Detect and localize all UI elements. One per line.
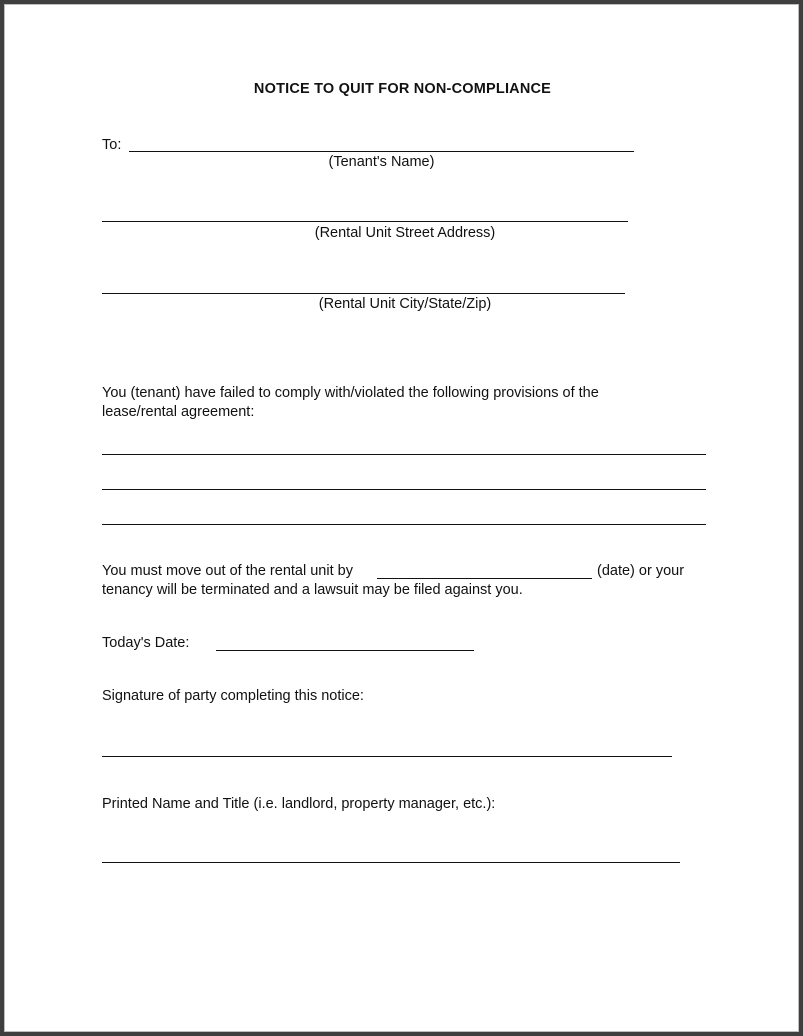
printed-name-line[interactable] (102, 862, 680, 863)
city-state-zip-caption: (Rental Unit City/State/Zip) (318, 296, 492, 312)
document-title: NOTICE TO QUIT FOR NON-COMPLIANCE (253, 81, 552, 97)
street-address-caption: (Rental Unit Street Address) (314, 225, 496, 241)
printed-name-label: Printed Name and Title (i.e. landlord, property manager, etc.): (102, 796, 496, 812)
violation-text-line1: You (tenant) have failed to comply with/violated the following provisions of the (102, 385, 599, 401)
signature-label: Signature of party completing this notice: (102, 688, 364, 704)
violation-text-line2: lease/rental agreement: (102, 404, 255, 420)
to-label: To: (102, 137, 122, 153)
city-state-zip-line[interactable] (102, 293, 625, 294)
move-out-text-part2: (date) or your (597, 563, 685, 579)
move-out-date-line[interactable] (377, 578, 592, 579)
move-out-text-part1: You must move out of the rental unit by (102, 563, 353, 579)
move-out-text-line2: tenancy will be terminated and a lawsuit may be filed against you. (102, 582, 523, 598)
document-page (4, 4, 799, 1032)
todays-date-label: Today's Date: (102, 635, 190, 651)
violation-line-2[interactable] (102, 489, 706, 490)
signature-line[interactable] (102, 756, 672, 757)
tenant-name-caption: (Tenant's Name) (328, 154, 435, 170)
todays-date-line[interactable] (216, 650, 474, 651)
violation-line-3[interactable] (102, 524, 706, 525)
street-address-line[interactable] (102, 221, 628, 222)
tenant-name-line[interactable] (129, 151, 634, 152)
violation-line-1[interactable] (102, 454, 706, 455)
